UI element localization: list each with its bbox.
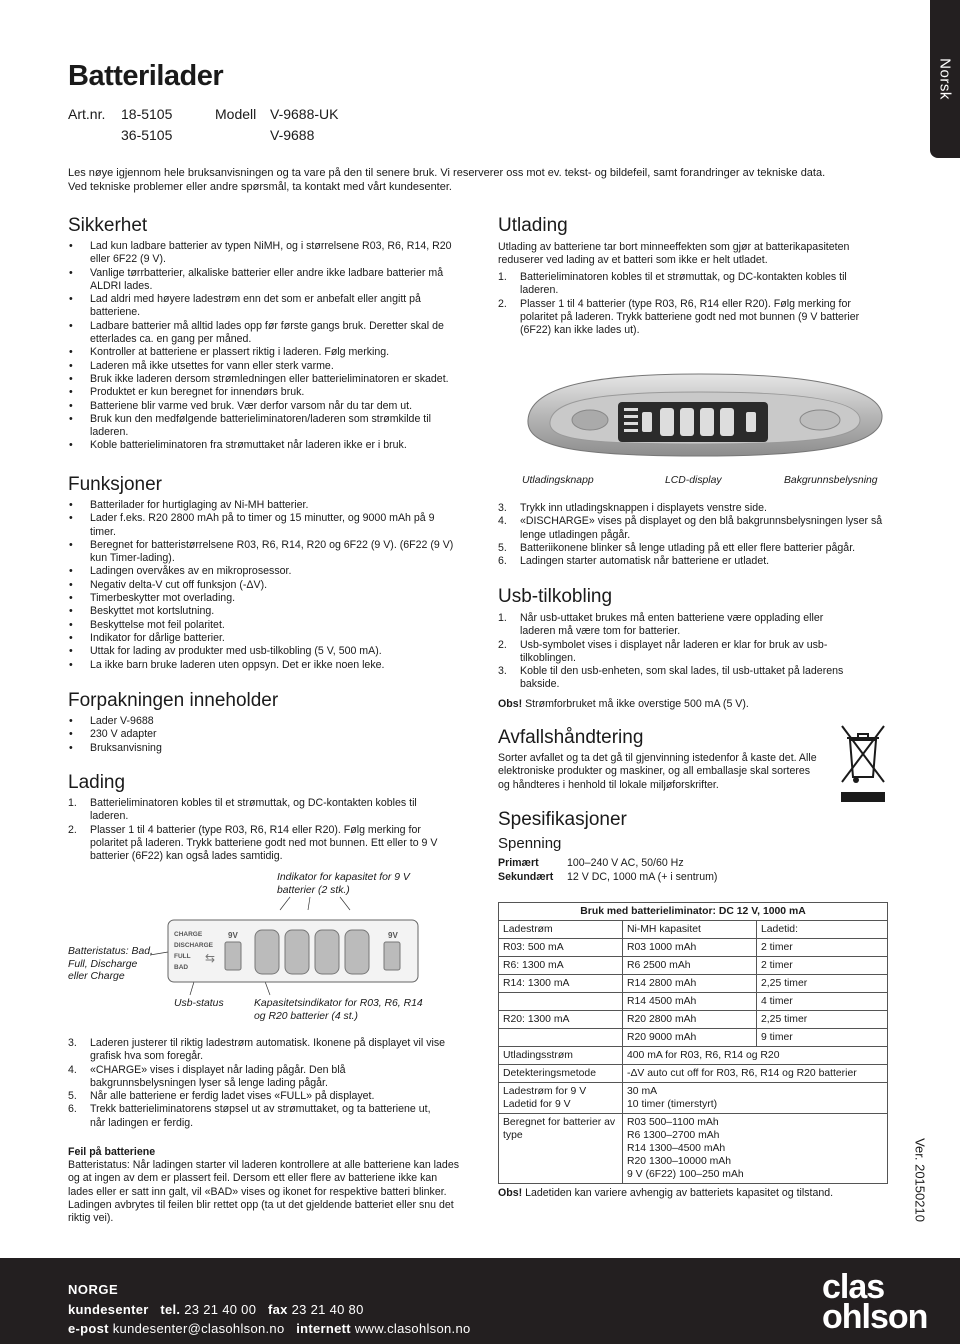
list-item: • Ladbare batterier må alltid lades opp før første gangs bruk. Deretter skal de etterlades ca. en gang per måned. — [68, 320, 468, 347]
list-item: • Beskyttet mot kortslutning. — [68, 605, 463, 618]
lcd-text-segment — [624, 408, 638, 411]
list-item — [498, 515, 883, 542]
table-cell: R6 2500 mAh — [623, 957, 757, 975]
art-nr-2: 36-5105 — [121, 127, 173, 143]
lcd-text-segment — [624, 422, 638, 425]
list-item — [498, 639, 858, 666]
battery-9v-icon — [384, 942, 400, 970]
list-number: 3. — [68, 1037, 77, 1049]
battery-icon — [660, 408, 674, 436]
list-item: • Kontroller at batteriene er plassert riktig i laderen. Følg merking. — [68, 346, 468, 359]
list-text: Trykk inn utladingsknappen i displayets venstre side. — [520, 502, 767, 514]
list-item: • Negativ delta-V cut off funksjon (-ΔV). — [68, 579, 463, 592]
table-row — [499, 1065, 888, 1083]
list-text: Når usb-uttaket brukes må enten batteriene være opplading eller laderen må være tom for batterier. — [520, 612, 824, 638]
cell-line: R6 1300–2700 mAh — [627, 1130, 720, 1141]
list-text: Usb-symbolet vises i displayet når laderen er klar for bruk av usb-tilkoblingen. — [520, 638, 828, 664]
table-cell: R20: 1300 mA — [499, 1011, 623, 1029]
logo-line-2: ohlson — [822, 1298, 928, 1336]
obs-label: Obs! — [498, 1187, 523, 1199]
lcd-bad: BAD — [174, 964, 189, 971]
list-number: 1. — [68, 797, 77, 809]
table-row — [499, 975, 888, 993]
table-cell: R14 2800 mAh — [623, 975, 757, 993]
caption-kapasitet: Kapasitetsindikator for R03, R6, R14 og R20 batterier (4 st.) — [254, 998, 423, 1022]
version-text: Ver. 20150210 — [912, 1138, 928, 1222]
table-row — [499, 921, 888, 939]
pointer-line — [340, 897, 350, 910]
lcd-text-segment — [624, 415, 638, 418]
obs-note — [498, 1187, 893, 1200]
sekundar-value: 12 V DC, 1000 mA (+ i sentrum) — [567, 871, 718, 883]
list-item: • Laderen må ikke utsettes for vann eller sterk varme. — [68, 360, 468, 373]
table-cell — [499, 1029, 623, 1047]
version-label — [910, 1130, 930, 1230]
language-label: Norsk — [936, 58, 954, 100]
table-cell: -ΔV auto cut off for R03, R6, R14 og R20 batterier — [623, 1065, 888, 1083]
epost-label: e-post — [68, 1321, 109, 1336]
list-item: • Bruk ikke laderen dersom strømledningen eller batterieliminatoren er skadet. — [68, 373, 468, 386]
fax-value: 23 21 40 80 — [291, 1302, 364, 1317]
table-cell: R03 1000 mAh — [623, 939, 757, 957]
lcd-charge: CHARGE — [174, 931, 203, 938]
lading-list — [68, 797, 448, 863]
art-label: Art.nr. — [68, 106, 106, 122]
list-number: 1. — [498, 612, 507, 624]
table-cell: 2,25 timer — [757, 975, 888, 993]
pointer-line — [280, 897, 290, 910]
table-header: Bruk med batterieliminator: DC 12 V, 1000 mA — [499, 903, 888, 921]
intro-text — [68, 166, 858, 194]
kundesenter-label: kundesenter — [68, 1302, 149, 1317]
list-item — [68, 1090, 448, 1103]
battery-9v-icon — [225, 942, 241, 970]
art-nr-1: 18-5105 — [121, 106, 173, 122]
list-number: 2. — [498, 638, 507, 651]
list-number: 3. — [498, 502, 507, 514]
table-cell: 2 timer — [757, 957, 888, 975]
fax-label: fax — [268, 1302, 288, 1317]
table-row — [499, 1083, 888, 1114]
modell-label: Modell — [215, 106, 257, 122]
list-text: «CHARGE» vises i displayet når lading pågår. Den blå bakgrunnsbelysningen lyser så lenge lading pågår. — [90, 1063, 346, 1089]
list-item: • Lader V-9688 — [68, 715, 463, 728]
spesifikasjoner-heading: Spesifikasjoner — [498, 809, 627, 830]
lcd-9v-left: 9V — [228, 931, 238, 940]
lcd-9v-right: 9V — [388, 931, 398, 940]
list-item — [68, 824, 448, 864]
list-item: • Beregnet for batteristørrelsene R03, R6, R14, R20 og 6F22 (9 V). (6F22 (9 V) kun Timer-lading). — [68, 539, 463, 566]
usb-heading: Usb-tilkobling — [498, 586, 613, 607]
intro-line-1: Les nøye igjennom hele bruksanvisningen og ta vare på den til senere bruk. Vi reserverer oss mot ev. tekst- og bildefeil, samt forandringer av tekniske data. — [68, 167, 826, 179]
bin-wheel — [853, 777, 859, 783]
list-item — [498, 502, 883, 515]
intro-line-2: Ved tekniske problemer eller andre spørsmål, ta kontakt med vårt kundesenter. — [68, 181, 452, 193]
cell-line: 10 timer (timerstyrt) — [627, 1099, 718, 1110]
list-item — [68, 1064, 448, 1091]
list-number: 4. — [498, 515, 507, 528]
list-text: Plasser 1 til 4 batterier (type R03, R6, R14 eller R20). Følg merking for polaritet på laderen. Trykk batteriene godt ned mot bunnen (9 V batterier (6F22) kan ikke lades ut). — [520, 297, 860, 337]
table-cell — [623, 1083, 888, 1114]
clas-ohlson-logo — [822, 1268, 942, 1336]
list-number: 4. — [68, 1063, 77, 1076]
weee-bar — [841, 792, 885, 802]
table-cell: Ladetid: — [757, 921, 888, 939]
list-text: Koble til den usb-enheten, som skal lades, til usb-uttaket på laderens bakside. — [520, 665, 844, 691]
backlight-lens — [800, 410, 840, 430]
language-tab — [930, 0, 960, 158]
pointer-line — [308, 897, 310, 910]
usb-obs — [498, 698, 893, 711]
usb-list — [498, 612, 858, 692]
table-cell: 2 timer — [757, 939, 888, 957]
list-number: 1. — [498, 271, 507, 283]
list-text: Ladingen starter automatisk når batteriene er utladet. — [520, 555, 770, 568]
lcd-text-segment — [624, 429, 638, 432]
battery-icon — [285, 930, 309, 974]
table-cell: R14 4500 mAh — [623, 993, 757, 1011]
table-row — [499, 1029, 888, 1047]
internett-link[interactable]: www.clasohlson.no — [354, 1321, 471, 1336]
utlading-text: Utlading av batteriene tar bort minneeffekten som gjør at batterikapasiteten reduserer ved lading av et batteri som ikke er helt utladet. — [498, 241, 850, 267]
usb-icon: ⇆ — [205, 951, 216, 965]
table-cell: 9 timer — [757, 1029, 888, 1047]
forpakning-list — [68, 715, 463, 755]
table-cell: R20 2800 mAh — [623, 1011, 757, 1029]
page-title: Batterilader — [68, 60, 224, 92]
list-text: Plasser 1 til 4 batterier (type R03, R6, R14 eller R20). Følg merking for polaritet på laderen. Trykk batteriene godt ned mot bunnen. Ett eller to 9 V batterier (6F22) kan også lades samtidig. — [90, 823, 438, 863]
primar-value: 100–240 V AC, 50/60 Hz — [567, 857, 684, 869]
table-row — [499, 1047, 888, 1065]
list-item: • Lader f.eks. R20 2800 mAh på to timer og 15 minutter, og 9000 mAh på 9 timer. — [68, 512, 463, 539]
lcd-full: FULL — [174, 953, 191, 960]
list-item — [68, 1037, 448, 1064]
table-cell: 2,25 timer — [757, 1011, 888, 1029]
usb-obs-text: Strømforbruket må ikke overstige 500 mA (5 V). — [525, 698, 749, 710]
table-cell: Detekteringsmetode — [499, 1065, 623, 1083]
list-text: «DISCHARGE» vises på displayet og den blå bakgrunnsbelysningen lyser så lenge utladingen pågår. — [520, 515, 883, 541]
battery-9v-icon — [746, 412, 756, 432]
obs-note-text: Ladetiden kan variere avhengig av batteriets kapasitet og tilstand. — [525, 1187, 834, 1199]
battery-icon — [255, 930, 279, 974]
caption-batteristatus: Batteristatus: Bad, Full, Discharge eller Charge — [68, 946, 153, 982]
footer-web-line — [68, 1321, 471, 1336]
list-item: • Indikator for dårlige batterier. — [68, 632, 463, 645]
model-1: V-9688-UK — [270, 106, 339, 122]
utlading-list — [498, 271, 883, 337]
table-cell: R6: 1300 mA — [499, 957, 623, 975]
table-cell: 400 mA for R03, R6, R14 og R20 — [623, 1047, 888, 1065]
table-cell: R14: 1300 mA — [499, 975, 623, 993]
list-text: Laderen justerer til riktig ladestrøm automatisk. Ikonene på displayet vil vise grafisk hva som foregår. — [90, 1037, 446, 1063]
list-item — [498, 298, 883, 338]
list-item: • Lad aldri med høyere ladestrøm enn det som er anbefalt eller angitt på batteriene. — [68, 293, 468, 320]
bin-body — [850, 740, 876, 777]
table-row — [499, 957, 888, 975]
list-item: • Bruk kun den medfølgende batterieliminatoren/laderen som strømkilde til laderen. — [68, 413, 468, 440]
funksjoner-heading: Funksjoner — [68, 474, 162, 495]
epost-link[interactable]: kundesenter@clasohlson.no — [112, 1321, 285, 1336]
feil-text: Batteristatus: Når ladingen starter vil laderen kontrollere at alle batteriene kan lades og at ingen av dem er plassert feil. Dersom ett eller flere av batteriene ikke kan lades eller er satt inn galt, vil «BAD» vises og ikonet for respektive batteri blinker. Ladingen avbrytes til feilen blir rettet opp (ta ut det gjeldende batteriet eller snu det riktig vei). — [68, 1159, 460, 1225]
lading-heading: Lading — [68, 772, 126, 793]
list-text: Batterieliminatoren kobles til et strømuttak, og DC-kontakten kobles til laderen. — [90, 797, 417, 823]
battery-9v-icon — [642, 412, 652, 432]
list-item: • Batterilader for hurtiglaging av Ni-MH batterier. — [68, 499, 463, 512]
cell-line: Ladestrøm for 9 V — [503, 1086, 587, 1097]
table-cell: 4 timer — [757, 993, 888, 1011]
forpakning-heading: Forpakningen inneholder — [68, 690, 279, 711]
list-item — [498, 542, 883, 555]
tel-value[interactable]: 23 21 40 00 — [184, 1302, 257, 1317]
list-item — [498, 665, 858, 692]
battery-icon — [315, 930, 339, 974]
list-text: Batterieliminatoren kobles til et strømuttak, og DC-kontakten kobles til laderen. — [520, 271, 847, 297]
table-cell — [623, 1114, 888, 1184]
cell-line: 30 mA — [627, 1086, 658, 1097]
discharge-button — [572, 410, 608, 430]
list-item: • Timerbeskytter mot overlading. — [68, 592, 463, 605]
model-2: V-9688 — [270, 127, 315, 143]
caption-usb-status: Usb-status — [174, 998, 224, 1009]
sikkerhet-heading: Sikkerhet — [68, 215, 148, 236]
caption-indikator: Indikator for kapasitet for 9 V batterier (2 stk.) — [277, 872, 410, 896]
footer — [0, 1258, 960, 1344]
list-number: 6. — [498, 555, 507, 568]
list-number: 5. — [498, 541, 507, 554]
logo-line-1: clas — [822, 1268, 885, 1306]
list-item: • Produktet er kun beregnet for innendørs bruk. — [68, 386, 468, 399]
list-item: • Lad kun ladbare batterier av typen NiMH, og i størrelsene R03, R6, R14, R20 eller 6F22 (9 V). — [68, 240, 468, 267]
avfall-text: Sorter avfallet og ta det gå til gjenvinning istedenfor å kaste det. Alle elektroniske produkter og maskiner, og all emballasje skal sorteres og håndteres i henhold til lokale miljøforskrifter. — [498, 752, 817, 791]
list-item: • Uttak for lading av produkter med usb-tilkobling (5 V, 500 mA). — [68, 645, 463, 658]
list-text: Trekk batterieliminatorens støpsel ut av strømuttaket, og ta batteriene ut, når ladingen er ferdig. — [90, 1103, 431, 1129]
list-item: • Vanlige tørrbatterier, alkaliske batterier eller andre ikke ladbare batterier må ALDRI lades. — [68, 267, 468, 294]
table-cell — [499, 993, 623, 1011]
list-item — [68, 1103, 448, 1130]
list-item: • Bruksanvisning — [68, 742, 463, 755]
battery-icon — [700, 408, 714, 436]
cell-line: 9 V (6F22) 100–250 mAh — [627, 1169, 744, 1180]
cell-line: R20 1300–10000 mAh — [627, 1156, 731, 1167]
table-cell: Ni-MH kapasitet — [623, 921, 757, 939]
feil-heading: Feil på batteriene — [68, 1146, 156, 1158]
spenning-heading: Spenning — [498, 835, 562, 852]
obs-label: Obs! — [498, 698, 523, 710]
primar-label: Primært — [498, 857, 539, 869]
list-item: • Batteriene blir varme ved bruk. Vær derfor varsom når du tar dem ut. — [68, 400, 468, 413]
list-item: • 230 V adapter — [68, 728, 463, 741]
list-item — [498, 555, 883, 568]
cell-line: R03 500–1100 mAh — [627, 1117, 719, 1128]
footer-contact-line — [68, 1302, 364, 1317]
table-cell: R03: 500 mA — [499, 939, 623, 957]
list-item — [68, 797, 448, 824]
list-item: • Ladingen overvåkes av en mikroprosessor. — [68, 565, 463, 578]
internett-label: internett — [296, 1321, 351, 1336]
sikkerhet-list — [68, 240, 468, 453]
utlading-heading: Utlading — [498, 215, 568, 236]
list-number: 2. — [68, 823, 77, 836]
caption-bakgrunn: Bakgrunnsbelysning — [784, 475, 878, 486]
sekundar-label: Sekundært — [498, 871, 554, 883]
battery-icon — [720, 408, 734, 436]
table-cell: R20 9000 mAh — [623, 1029, 757, 1047]
battery-icon — [345, 930, 369, 974]
charger-image — [520, 360, 890, 470]
list-item: • Beskyttelse mot feil polaritet. — [68, 619, 463, 632]
list-item: • La ikke barn bruke laderen uten oppsyn. Det er ikke noen leke. — [68, 659, 463, 672]
table-cell: Utladingsstrøm — [499, 1047, 623, 1065]
list-text: Batteriikonene blinker så lenge utlading på ett eller flere batterier pågår. — [520, 541, 856, 554]
list-number: 5. — [68, 1090, 77, 1103]
list-item: • Koble batterieliminatoren fra strømuttaket når laderen ikke er i bruk. — [68, 439, 468, 452]
footer-country: NORGE — [68, 1282, 119, 1297]
list-number: 2. — [498, 297, 507, 310]
battery-icon — [680, 408, 694, 436]
pointer-line — [150, 952, 168, 955]
utlading-list-2 — [498, 502, 883, 568]
lcd-display-diagram — [150, 890, 420, 1000]
table-cell: Ladestrøm — [499, 921, 623, 939]
cell-line: R14 1300–4500 mAh — [627, 1143, 726, 1154]
lcd-discharge: DISCHARGE — [174, 942, 214, 949]
list-item — [498, 612, 858, 639]
list-number: 3. — [498, 665, 507, 678]
caption-lcd-display: LCD-display — [665, 475, 722, 486]
list-text: Når alle batteriene er ferdig ladet vises «FULL» på displayet. — [90, 1090, 375, 1103]
weee-bin-icon — [838, 722, 888, 804]
tel-label: tel. — [160, 1302, 181, 1317]
caption-utladingsknapp: Utladingsknapp — [522, 475, 594, 486]
lading-list-2 — [68, 1037, 448, 1130]
table-row — [499, 1114, 888, 1184]
table-row — [499, 939, 888, 957]
table-header-row — [499, 903, 888, 921]
avfall-heading: Avfallshåndtering — [498, 727, 644, 748]
list-item — [498, 271, 883, 298]
table-cell — [499, 1083, 623, 1114]
table-row — [499, 993, 888, 1011]
table-cell: Beregnet for batterier av type — [499, 1114, 623, 1184]
spec-table — [498, 902, 888, 1184]
cell-line: Ladetid for 9 V — [503, 1099, 571, 1110]
list-number: 6. — [68, 1103, 77, 1116]
funksjoner-list — [68, 499, 463, 672]
table-row — [499, 1011, 888, 1029]
